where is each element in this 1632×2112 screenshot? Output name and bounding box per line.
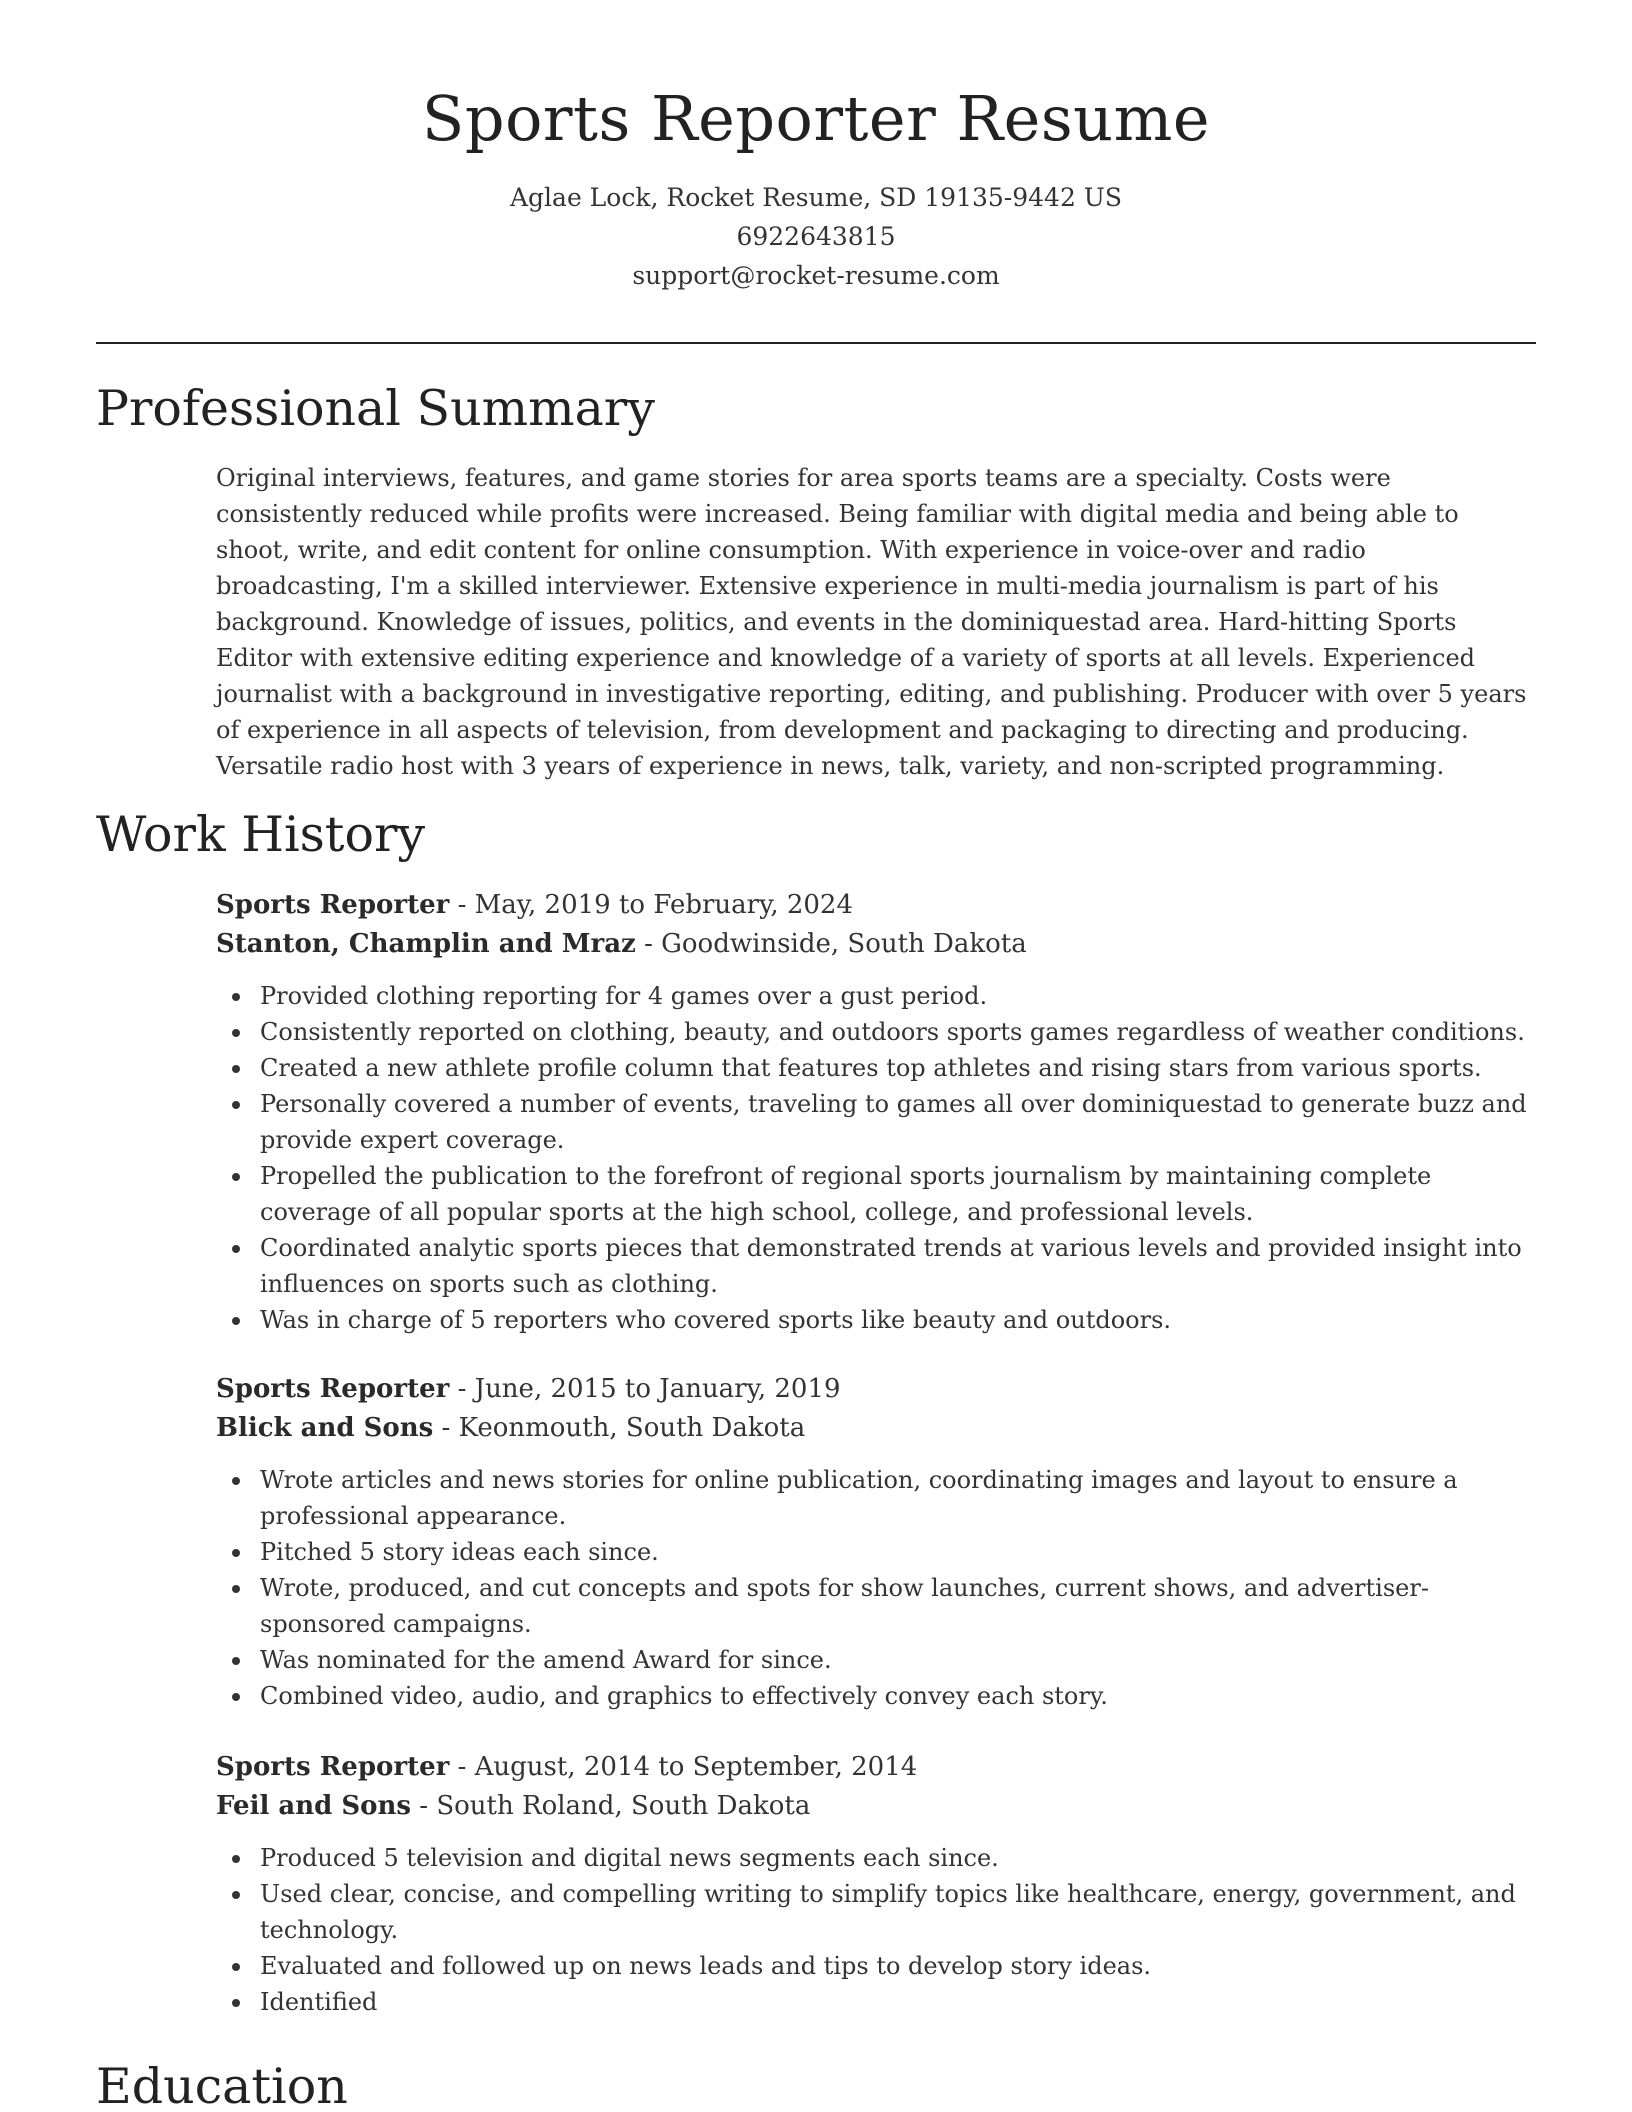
job-company: Feil and Sons bbox=[216, 1791, 412, 1821]
job-title-line bbox=[216, 886, 1536, 925]
contact-info bbox=[0, 178, 1632, 295]
contact-email: support@rocket-resume.com bbox=[632, 261, 1000, 291]
job-dates: - June, 2015 to January, 2019 bbox=[449, 1374, 841, 1404]
list-item: Wrote articles and news stories for online publication, coordinating images and layout to ensure a professional appearance. bbox=[260, 1462, 1536, 1534]
contact-address: Aglae Lock, Rocket Resume, SD 19135-9442 US bbox=[509, 183, 1122, 213]
header-divider bbox=[96, 342, 1536, 344]
job-entry bbox=[216, 886, 1536, 1338]
job-company-line bbox=[216, 1787, 1536, 1826]
job-bullets bbox=[216, 1840, 1536, 2020]
job-title-line bbox=[216, 1748, 1536, 1787]
job-dates: - May, 2019 to February, 2024 bbox=[449, 890, 854, 920]
list-item: Provided clothing reporting for 4 games over a gust period. bbox=[260, 978, 1536, 1014]
list-item: Personally covered a number of events, traveling to games all over dominiquestad to generate buzz and provide expert coverage. bbox=[260, 1086, 1536, 1158]
job-location: - South Roland, South Dakota bbox=[411, 1791, 811, 1821]
job-location: - Goodwinside, South Dakota bbox=[635, 929, 1027, 959]
job-title: Sports Reporter bbox=[216, 1752, 450, 1782]
resume-header bbox=[0, 82, 1632, 295]
section-heading-summary: Professional Summary bbox=[96, 380, 655, 437]
contact-phone: 6922643815 bbox=[736, 222, 896, 252]
job-dates: - August, 2014 to September, 2014 bbox=[449, 1752, 918, 1782]
list-item: Evaluated and followed up on news leads and tips to develop story ideas. bbox=[260, 1948, 1536, 1984]
list-item: Pitched 5 story ideas each since. bbox=[260, 1534, 1536, 1570]
list-item: Wrote, produced, and cut concepts and spots for show launches, current shows, and advertiser-sponsored campaigns. bbox=[260, 1570, 1536, 1642]
job-title-line bbox=[216, 1370, 1536, 1409]
summary-text: Original interviews, features, and game stories for area sports teams are a specialty. Costs were consistently reduced while profits were increased. Being familiar with digital media and being able to shoot, write, and edit content for online consumption. With experience in voice-over and radio broadcasting, I'm a skilled interviewer. Extensive experience in multi-media journalism is part of his background. Knowledge of issues, politics, and events in the dominiquestad area. Hard-hitting Sports Editor with extensive editing experience and knowledge of a variety of sports at all levels. Experienced journalist with a background in investigative reporting, editing, and publishing. Producer with over 5 years of experience in all aspects of television, from development and packaging to directing and producing. Versatile radio host with 3 years of experience in news, talk, variety, and non-scripted programming. bbox=[216, 464, 1527, 780]
job-entry bbox=[216, 1748, 1536, 2020]
job-title: Sports Reporter bbox=[216, 890, 450, 920]
section-heading-education: Education bbox=[96, 2058, 348, 2112]
job-location: - Keonmouth, South Dakota bbox=[433, 1413, 806, 1443]
job-company-line bbox=[216, 925, 1536, 964]
job-entry bbox=[216, 1370, 1536, 1714]
list-item: Was nominated for the amend Award for since. bbox=[260, 1642, 1536, 1678]
list-item: Used clear, concise, and compelling writing to simplify topics like healthcare, energy, government, and technology. bbox=[260, 1876, 1536, 1948]
list-item: Coordinated analytic sports pieces that demonstrated trends at various levels and provided insight into influences on sports such as clothing. bbox=[260, 1230, 1536, 1302]
list-item: Consistently reported on clothing, beauty, and outdoors sports games regardless of weather conditions. bbox=[260, 1014, 1536, 1050]
job-bullets bbox=[216, 978, 1536, 1338]
section-heading-work: Work History bbox=[96, 806, 426, 863]
job-company-line bbox=[216, 1409, 1536, 1448]
list-item: Combined video, audio, and graphics to effectively convey each story. bbox=[260, 1678, 1536, 1714]
list-item: Identified bbox=[260, 1984, 1536, 2020]
list-item: Was in charge of 5 reporters who covered sports like beauty and outdoors. bbox=[260, 1302, 1536, 1338]
job-company: Blick and Sons bbox=[216, 1413, 434, 1443]
list-item: Created a new athlete profile column that features top athletes and rising stars from various sports. bbox=[260, 1050, 1536, 1086]
page-title: Sports Reporter Resume bbox=[421, 82, 1211, 155]
job-company: Stanton, Champlin and Mraz bbox=[216, 929, 636, 959]
list-item: Propelled the publication to the forefront of regional sports journalism by maintaining complete coverage of all popular sports at the high school, college, and professional levels. bbox=[260, 1158, 1536, 1230]
job-title: Sports Reporter bbox=[216, 1374, 450, 1404]
job-bullets bbox=[216, 1462, 1536, 1714]
list-item: Produced 5 television and digital news segments each since. bbox=[260, 1840, 1536, 1876]
